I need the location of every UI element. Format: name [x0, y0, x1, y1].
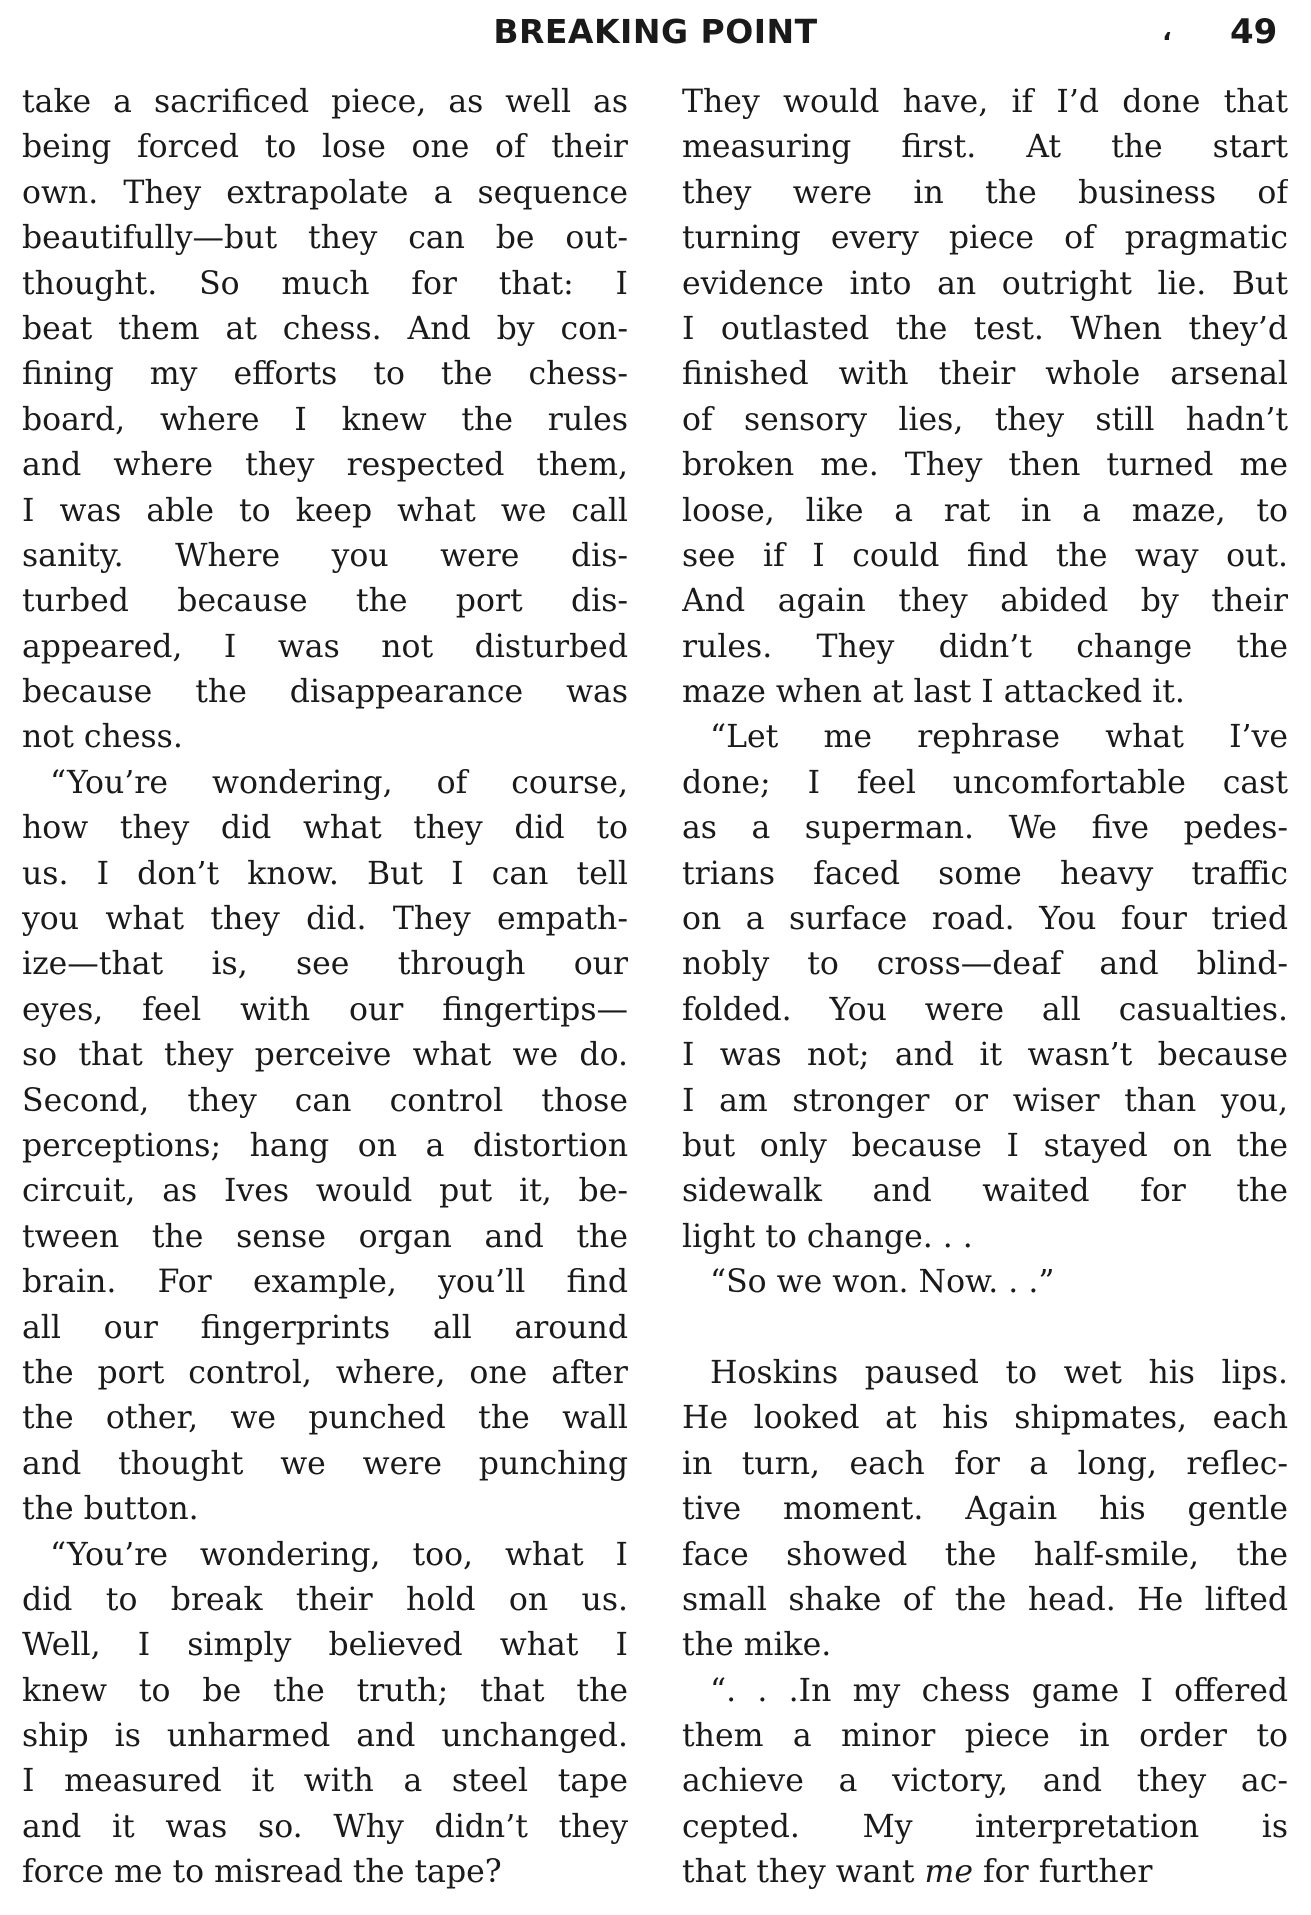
text-line: them a minor piece in order to — [682, 1718, 1288, 1755]
text-line: because the disappearance was — [22, 674, 628, 711]
text-line: measuring first. At the start — [682, 129, 1288, 166]
page-header — [0, 0, 1311, 80]
text-line: the port control, where, one after — [22, 1354, 628, 1391]
text-line: and where they respected them, — [22, 447, 628, 484]
text-line: they were in the business of — [682, 174, 1288, 211]
text-line: all our fingerprints all around — [22, 1309, 628, 1346]
text-line: us. I don’t know. But I can tell — [22, 855, 628, 892]
text-line: thought. So much for that: I — [22, 265, 628, 302]
text-line: not chess. — [22, 719, 183, 756]
text-line: I measured it with a steel tape — [22, 1763, 628, 1800]
text-line: the button. — [22, 1491, 199, 1528]
text-line: and thought we were punching — [22, 1445, 628, 1482]
text-line: folded. You were all casualties. — [682, 991, 1288, 1028]
text-line: And again they abided by their — [682, 583, 1288, 620]
text-line: broken me. They then turned me — [682, 447, 1288, 484]
text-line: rules. They didn’t change the — [682, 628, 1288, 665]
text-line: ize—that is, see through our — [22, 946, 628, 983]
text-line: sanity. Where you were dis- — [22, 537, 628, 574]
text-line: the other, we punched the wall — [22, 1400, 628, 1437]
text-line: Second, they can control those — [22, 1082, 628, 1119]
text-line: maze when at last I attacked it. — [682, 674, 1185, 711]
text-line: force me to misread the tape? — [22, 1854, 502, 1891]
text-line: did to break their hold on us. — [22, 1581, 628, 1618]
text-line: see if I could find the way out. — [682, 537, 1288, 574]
page-number: 49 — [1230, 12, 1278, 52]
text-line: Hoskins paused to wet his lips. — [710, 1354, 1288, 1391]
text-line: They would have, if I’d done that — [682, 84, 1288, 120]
text-line: I was not; and it wasn’t because — [682, 1037, 1288, 1074]
text-line: “. . .In my chess game I offered — [710, 1672, 1288, 1709]
text-line: knew to be the truth; that the — [22, 1672, 628, 1709]
text-line: of sensory lies, they still hadn’t — [682, 401, 1288, 438]
text-line: take a sacrificed piece, as well as — [22, 84, 628, 120]
text-line: achieve a victory, and they ac- — [682, 1763, 1288, 1800]
text-line: light to change. . . — [682, 1218, 973, 1255]
text-line: as a superman. We five pedes- — [682, 810, 1288, 847]
text-line: in turn, each for a long, reflec- — [682, 1445, 1288, 1482]
text-line: how they did what they did to — [22, 810, 628, 847]
text-line: ship is unharmed and unchanged. — [22, 1718, 628, 1755]
left-text-column — [22, 80, 628, 1896]
emphasis-word: me — [924, 1854, 974, 1891]
text-line: so that they perceive what we do. — [22, 1037, 628, 1074]
text-line: cepted. My interpretation is — [682, 1808, 1288, 1845]
text-line: brain. For example, you’ll find — [22, 1264, 628, 1301]
text-line: loose, like a rat in a maze, to — [682, 492, 1288, 529]
text-line: “You’re wondering, of course, — [50, 764, 628, 801]
text-line: own. They extrapolate a sequence — [22, 174, 628, 211]
printer-mark: ‘ — [1162, 28, 1172, 58]
text-line: you what they did. They empath- — [22, 901, 628, 938]
text-line: face showed the half-smile, the — [682, 1536, 1288, 1573]
text-line: “Let me rephrase what I’ve — [710, 719, 1288, 756]
text-line: done; I feel uncomfortable cast — [682, 764, 1288, 801]
text-line: finished with their whole arsenal — [682, 356, 1288, 393]
running-title: BREAKING POINT — [493, 12, 818, 51]
text-line: board, where I knew the rules — [22, 401, 628, 438]
text-line: appeared, I was not disturbed — [22, 628, 628, 665]
text-line: the mike. — [682, 1627, 832, 1664]
text-line: turbed because the port dis- — [22, 583, 628, 620]
right-text-column — [682, 80, 1288, 1896]
text-line: on a surface road. You four tried — [682, 901, 1288, 938]
text-line: perceptions; hang on a distortion — [22, 1127, 628, 1164]
text-line: fining my efforts to the chess- — [22, 356, 628, 393]
text-line: nobly to cross—deaf and blind- — [682, 946, 1288, 983]
text-line: eyes, feel with our fingertips— — [22, 991, 628, 1028]
text-line: beat them at chess. And by con- — [22, 310, 628, 347]
text-line: tween the sense organ and the — [22, 1218, 628, 1255]
text-line: sidewalk and waited for the — [682, 1173, 1288, 1210]
text-line: and it was so. Why didn’t they — [22, 1808, 628, 1845]
text-line: that they want me for further — [682, 1854, 1153, 1891]
text-line: “You’re wondering, too, what I — [50, 1536, 628, 1573]
text-line: Well, I simply believed what I — [22, 1627, 628, 1664]
text-line: I was able to keep what we call — [22, 492, 628, 529]
text-line: being forced to lose one of their — [22, 129, 628, 166]
paragraph-gap — [682, 1306, 1288, 1351]
text-line: I am stronger or wiser than you, — [682, 1082, 1288, 1119]
text-line: “So we won. Now. . .” — [710, 1264, 1055, 1301]
text-line: small shake of the head. He lifted — [682, 1581, 1288, 1618]
text-line: beautifully—but they can be out- — [22, 220, 628, 257]
text-line: circuit, as Ives would put it, be- — [22, 1173, 628, 1210]
text-line: but only because I stayed on the — [682, 1127, 1288, 1164]
text-line: I outlasted the test. When they’d — [682, 310, 1288, 347]
text-line: He looked at his shipmates, each — [682, 1400, 1288, 1437]
text-line: turning every piece of pragmatic — [682, 220, 1288, 257]
text-line: tive moment. Again his gentle — [682, 1491, 1288, 1528]
text-line: trians faced some heavy traffic — [682, 855, 1288, 892]
text-line: evidence into an outright lie. But — [682, 265, 1288, 302]
